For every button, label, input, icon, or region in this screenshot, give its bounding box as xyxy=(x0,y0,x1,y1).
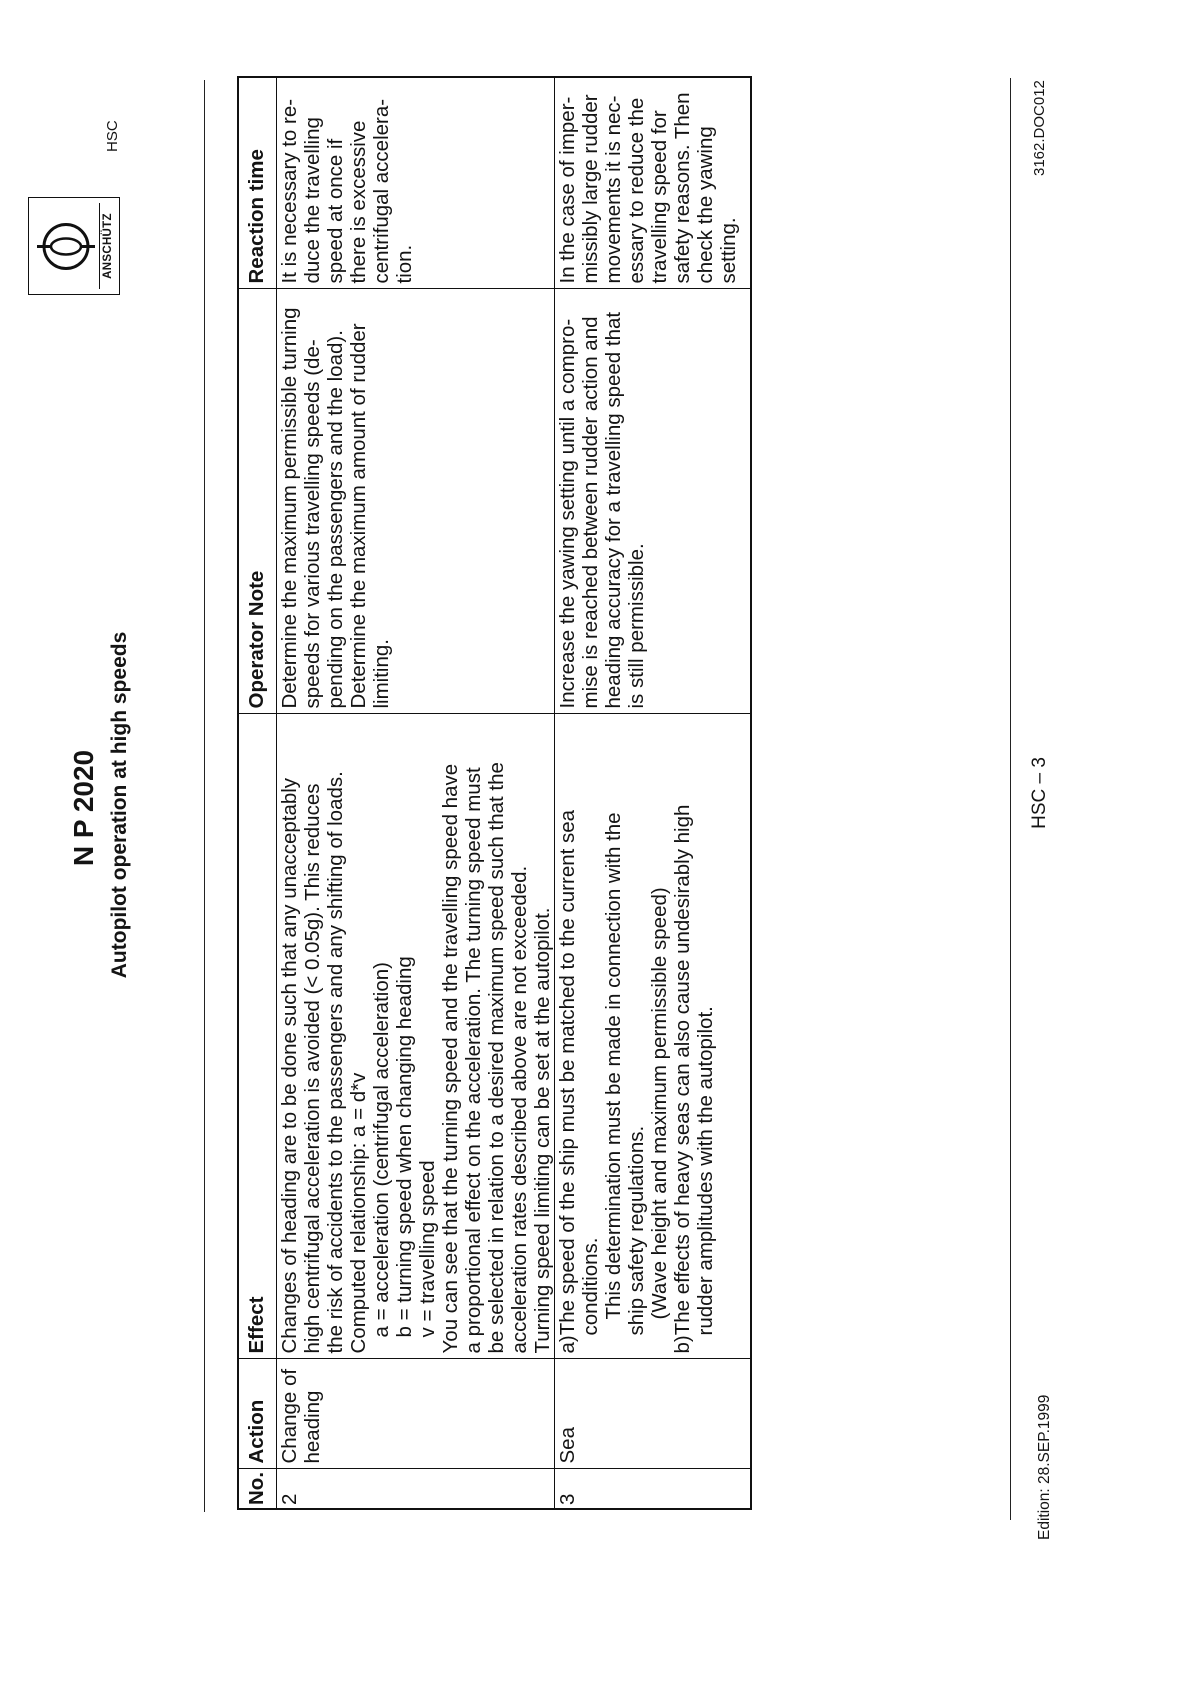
column-header-action: Action xyxy=(238,1359,276,1469)
reaction-time-line: check the yawing xyxy=(693,126,717,284)
column-header-reaction-time: Reaction time xyxy=(238,77,276,289)
effect-line: You can see that the turning speed and the travelling speed have xyxy=(438,763,462,1354)
effect-line: a)The speed of the ship must be matched to the current sea xyxy=(555,809,579,1354)
row-number-cell xyxy=(276,1469,554,1509)
action-cell xyxy=(276,1359,554,1469)
page-number: HSC – 3 xyxy=(1029,757,1050,829)
effect-line: Turning speed limiting can be set at the autopilot. xyxy=(530,907,554,1354)
effect-line: high centrifugal acceleration is avoided (< 0.05g). This reduces xyxy=(300,783,324,1354)
effect-line: be selected in relation to a desired maximum speed such that the xyxy=(484,762,508,1354)
gyro-logo-icon xyxy=(31,199,101,294)
anschuetz-logo xyxy=(28,197,120,295)
effect-line: b = turning speed when changing heading xyxy=(392,956,416,1338)
reaction-time-line: essary to reduce the xyxy=(624,97,648,284)
reaction-time-line: centrifugal accelera- xyxy=(369,98,393,284)
reaction-time-line: tion. xyxy=(392,244,416,284)
reaction-time-line: there is excessive xyxy=(346,120,370,284)
row-number: 3 xyxy=(555,1493,579,1505)
table-header-row xyxy=(238,77,276,1509)
effect-line: rudder amplitudes with the autopilot. xyxy=(693,1006,717,1336)
reaction-time-line: In the case of imper- xyxy=(555,96,579,284)
header-rule xyxy=(204,80,205,1512)
operator-note-line: pending on the passengers and the load). xyxy=(323,330,347,709)
operator-note-line: limiting. xyxy=(369,639,393,709)
reaction-time-line: speed at once if xyxy=(323,138,347,284)
column-header-effect: Effect xyxy=(238,714,276,1359)
operator-note-line: is still permissible. xyxy=(624,543,648,709)
action-line: heading xyxy=(300,1390,324,1464)
operation-table xyxy=(237,76,752,1510)
doc-title: N P 2020 xyxy=(68,749,99,867)
operator-note-line: speeds for various travelling speeds (de- xyxy=(300,339,324,709)
operator-note-line: heading accuracy for a travelling speed that xyxy=(601,311,625,709)
logo-wordmark: ANSCHÜTZ xyxy=(99,203,116,289)
table-row xyxy=(554,77,751,1509)
effect-line: b)The effects of heavy seas can also cause undesirably high xyxy=(670,804,694,1354)
reaction-time-cell xyxy=(276,77,554,289)
reaction-time-line: missibly large rudder xyxy=(578,94,602,284)
effect-line: the risk of accidents to the passengers and any shifting of loads. xyxy=(323,771,347,1354)
effect-line: acceleration rates described above are not exceeded. xyxy=(507,865,531,1354)
reaction-time-line: movements it is nec- xyxy=(601,95,625,284)
table-row xyxy=(276,77,554,1509)
effect-line: a proportional effect on the acceleration. The turning speed must xyxy=(461,767,485,1354)
row-number: 2 xyxy=(277,1493,301,1505)
effect-line: Computed relationship: a = d*v xyxy=(346,1072,370,1354)
document-id: 3162.DOC012 xyxy=(1031,80,1048,176)
reaction-time-line: safety reasons. Then xyxy=(670,92,694,284)
effect-cell xyxy=(554,714,751,1359)
effect-line: a = acceleration (centrifugal acceleration) xyxy=(369,962,393,1338)
effect-line: conditions. xyxy=(578,1237,602,1336)
column-header-operator-note: Operator Note xyxy=(238,289,276,714)
reaction-time-line: travelling speed for xyxy=(647,110,671,284)
section-label: HSC xyxy=(104,120,121,152)
action-cell xyxy=(554,1359,751,1469)
edition-date: Edition: 28.SEP.1999 xyxy=(1036,1394,1053,1540)
effect-line: (Wave height and maximum permissible speed) xyxy=(647,887,671,1320)
effect-line: ship safety regulations. xyxy=(624,1125,648,1336)
footer-rule xyxy=(1010,78,1011,1520)
effect-line: v = travelling speed xyxy=(415,1160,439,1338)
reaction-time-cell xyxy=(554,77,751,289)
reaction-time-line: setting. xyxy=(716,217,740,284)
reaction-time-line: duce the travelling xyxy=(300,117,324,284)
operator-note-line: mise is reached between rudder action and xyxy=(578,316,602,709)
row-number-cell xyxy=(554,1469,751,1509)
reaction-time-line: It is necessary to re- xyxy=(277,98,301,284)
operator-note-line: Determine the maximum permissible turning xyxy=(277,307,301,709)
effect-line: This determination must be made in connection with the xyxy=(601,812,625,1320)
action-line: Change of xyxy=(277,1368,301,1464)
operator-note-cell xyxy=(276,289,554,714)
effect-line: Changes of heading are to be done such that any unacceptably xyxy=(277,777,301,1354)
doc-subtitle: Autopilot operation at high speeds xyxy=(108,631,131,979)
operator-note-line: Increase the yawing setting until a compro- xyxy=(555,318,579,709)
column-header-no: No. xyxy=(238,1469,276,1509)
action-line: Sea xyxy=(555,1427,579,1464)
operator-note-line: Determine the maximum amount of rudder xyxy=(346,323,370,709)
effect-cell xyxy=(276,714,554,1359)
operator-note-cell xyxy=(554,289,751,714)
